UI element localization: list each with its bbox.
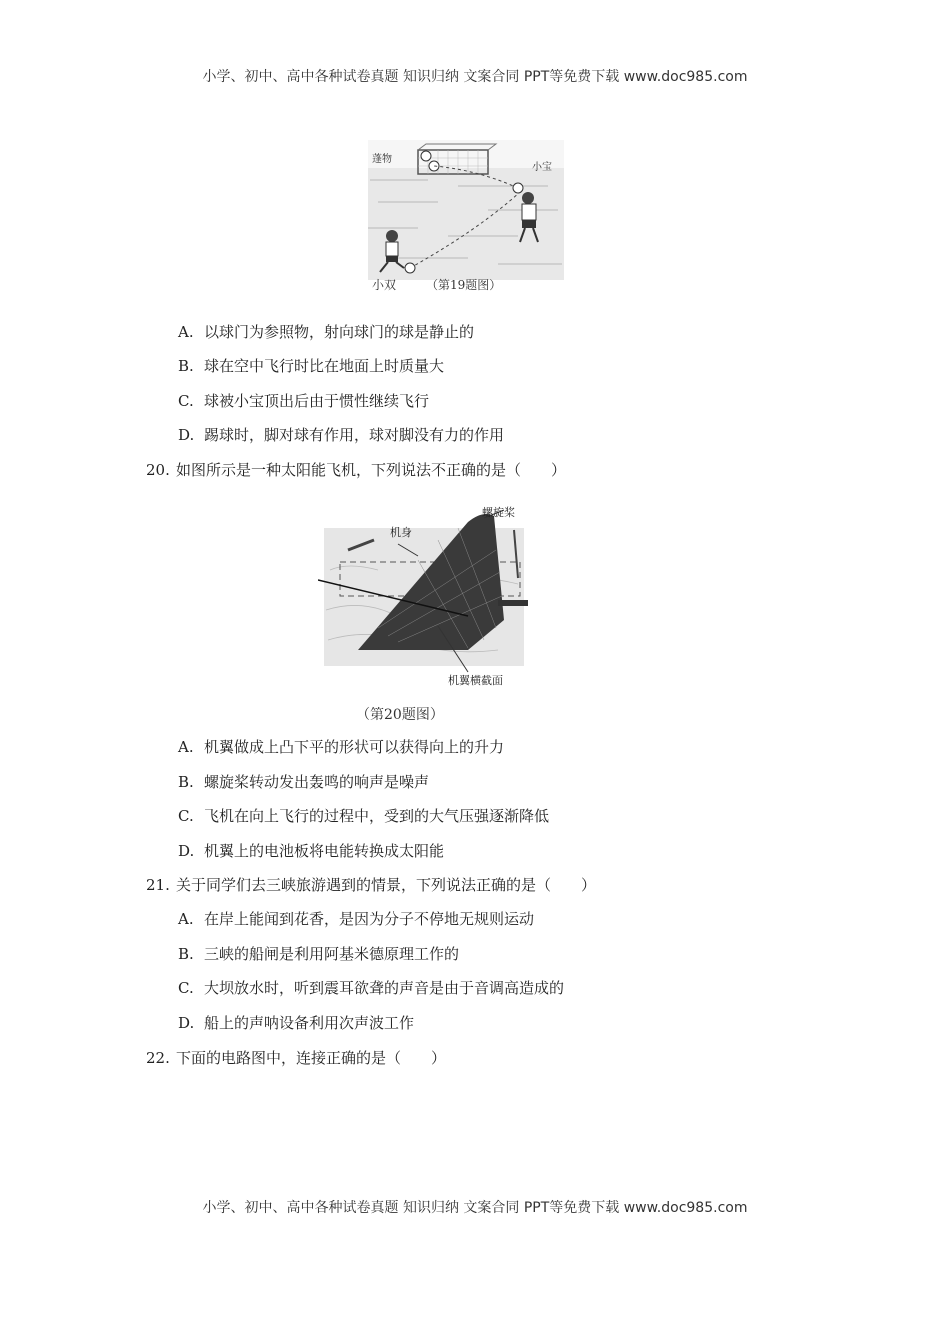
q20-stem [146,460,566,480]
label-left-top: 蓬物 [372,154,392,165]
q19-option-d [178,425,504,445]
question-text: 关于同学们去三峡旅游遇到的情景，下列说法正确的是（ ） [176,876,597,894]
q19-option-a [178,322,474,342]
option-letter: C. [178,807,194,825]
figure-19 [368,140,564,280]
q22-stem [146,1048,446,1068]
label-right-top: 小宝 [532,162,552,173]
option-letter: D. [178,426,195,444]
q20-option-c [178,806,549,826]
q21-option-c [178,978,564,998]
option-letter: C. [178,392,194,410]
q21-option-a [178,909,534,929]
q20-option-b [178,772,429,792]
option-letter: D. [178,842,195,860]
option-text: 机翼做成上凸下平的形状可以获得向上的升力 [204,738,505,756]
option-text: 球在空中飞行时比在地面上时质量大 [204,357,445,375]
q20-option-a [178,737,504,757]
question-text: 下面的电路图中，连接正确的是（ ） [176,1049,447,1067]
option-letter: A. [178,910,194,928]
option-letter: A. [178,738,194,756]
solar-plane-illustration [318,500,538,692]
option-letter: A. [178,323,194,341]
label-wing-section: 机翼横截面 [448,674,503,687]
question-number: 20. [146,461,170,479]
option-text: 以球门为参照物，射向球门的球是静止的 [204,323,475,341]
figure-19-label-bottom: 小双 [372,278,397,292]
figure-20-caption: （第20题图） [356,707,444,723]
option-letter: B. [178,357,194,375]
page-header: 小学、初中、高中各种试卷真题 知识归纳 文案合同 PPT等免费下载 www.doc985.com [202,69,748,85]
option-letter: C. [178,979,194,997]
option-text: 机翼上的电池板将电能转换成太阳能 [204,842,445,860]
option-letter: B. [178,945,194,963]
option-text: 三峡的船闸是利用阿基米德原理工作的 [204,945,460,963]
option-text: 在岸上能闻到花香，是因为分子不停地无规则运动 [204,910,535,928]
question-text: 如图所示是一种太阳能飞机，下列说法不正确的是（ ） [176,461,567,479]
option-text: 螺旋桨转动发出轰鸣的响声是噪声 [204,773,430,791]
option-text: 球被小宝顶出后由于惯性继续飞行 [204,392,430,410]
question-number: 22. [146,1049,170,1067]
page-footer: 小学、初中、高中各种试卷真题 知识归纳 文案合同 PPT等免费下载 www.doc985.com [202,1200,748,1216]
question-number: 21. [146,876,170,894]
q21-stem [146,875,596,895]
soccer-illustration [368,140,564,280]
label-body: 机身 [390,526,412,539]
q19-option-b [178,356,444,376]
option-letter: B. [178,773,194,791]
option-text: 大坝放水时，听到震耳欲聋的声音是由于音调高造成的 [204,979,565,997]
q19-option-c [178,391,429,411]
label-propeller: 螺旋桨 [482,506,515,519]
option-text: 踢球时，脚对球有作用，球对脚没有力的作用 [204,426,505,444]
option-text: 船上的声呐设备利用次声波工作 [204,1014,415,1032]
q21-option-d [178,1013,414,1033]
figure-19-caption: （第19题图） [426,278,502,292]
option-text: 飞机在向上飞行的过程中，受到的大气压强逐渐降低 [204,807,550,825]
figure-20 [318,500,538,692]
q20-option-d [178,841,444,861]
q21-option-b [178,944,459,964]
option-letter: D. [178,1014,195,1032]
